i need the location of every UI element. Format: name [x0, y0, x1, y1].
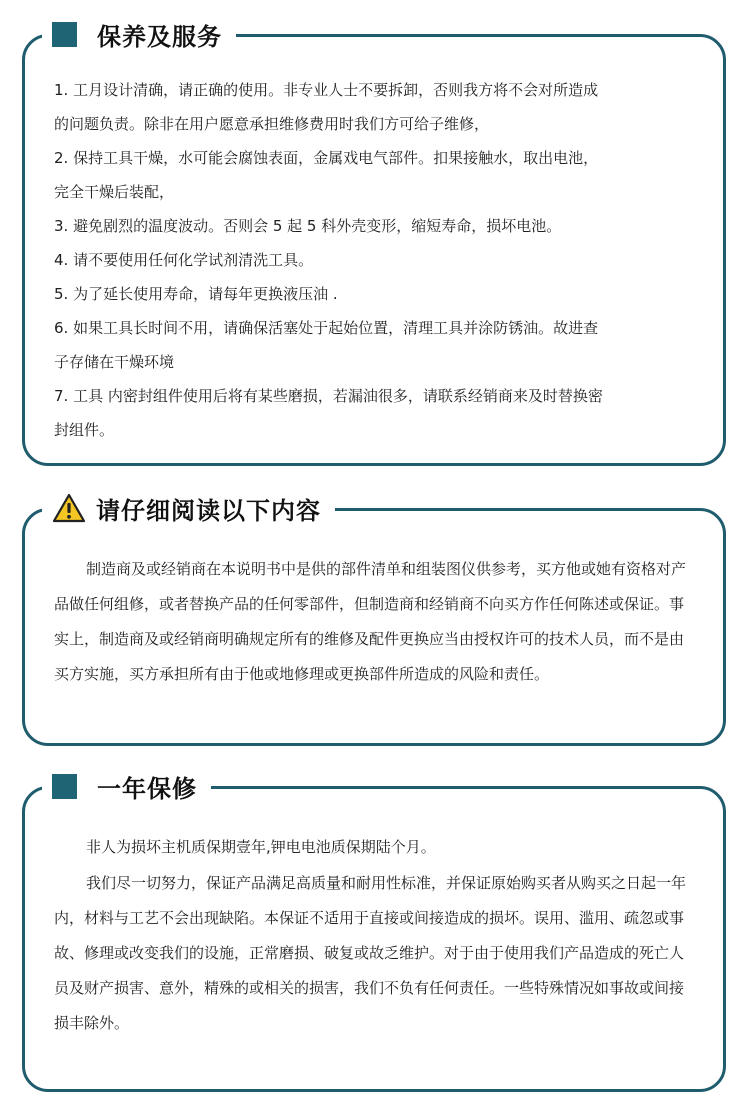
notice-text: 制造商及或经销商在本说明书中是供的部件清单和组装图仪供参考，买方他或她有资格对产品做任何组修，或者替换产品的任何零部件，但制造商和经销商不向买方作任何陈述或保证。事实上，制造商及或经销商明确规定所有的维修及配件更换应当由授权许可的技术人员，而不是由买方实施，买方承担所有由于他或地修理或更换部件所造成的风险和责任。 [54, 560, 687, 683]
warranty-period-text: 非人为损坏主机质保期壹年,钾电电池质保期陆个月。 [86, 838, 436, 856]
warning-icon [52, 493, 86, 523]
list-item: 3. 避免剧烈的温度波动。否则会 5 起 5 科外壳变形，缩短寿命，损坏电池。 [54, 217, 562, 235]
list-item: 4. 请不要使用任何化学试剂清洗工具。 [54, 251, 314, 269]
notice-header [42, 486, 335, 530]
warranty-title: 一年保修 [97, 774, 197, 803]
list-item: 完全干燥后装配， [54, 183, 175, 201]
list-item: 6. 如果工具长时间不用，请确保活塞处于起始位置，清理工具并涂防锈油。故进查 [54, 319, 599, 337]
square-bullet-icon [52, 774, 77, 799]
list-item: 2. 保持工具干燥，水可能会腐蚀表面，金属戏电气部件。扣果接触水，取出电池， [54, 149, 599, 167]
maintenance-title: 保养及服务 [97, 22, 222, 51]
list-item: 子存储在干燥环境 [54, 353, 175, 371]
warranty-terms-text: 我们尽一切努力，保证产品满足高质量和耐用性标准，并保证原始购买者从购买之日起一年内，材料与工艺不会出现缺陷。本保证不适用于直接或间接造成的损坏。误用、滥用、疏忽或事故、修理或改变我们的设施，正常磨损、破复或故乏维护。对于由于使用我们产品造成的死亡人员及财产损害、意外，精殊的或相关的损害，我们不负有任何责任。一些特殊情况如事故或间接损丰除外。 [54, 874, 687, 1032]
list-item: 7. 工具 内密封组件使用后将有某些磨损，若漏油很多，请联系经销商来及时替换密 [54, 387, 603, 405]
list-item: 1. 工月设计清确，请正确的使用。非专业人士不要拆卸，否则我方将不会对所造成 [54, 81, 599, 99]
list-item: 的问题负责。除非在用户愿意承担维修费用时我们方可给子维修， [54, 115, 490, 133]
list-item: 5. 为了延长使用寿命，请每年更换液压油 . [54, 285, 338, 303]
warranty-header [42, 764, 211, 808]
maintenance-list [54, 73, 704, 447]
maintenance-header [42, 12, 236, 56]
list-item: 封组件。 [54, 421, 115, 439]
notice-title: 请仔细阅读以下内容 [96, 496, 321, 525]
square-bullet-icon [52, 22, 77, 47]
